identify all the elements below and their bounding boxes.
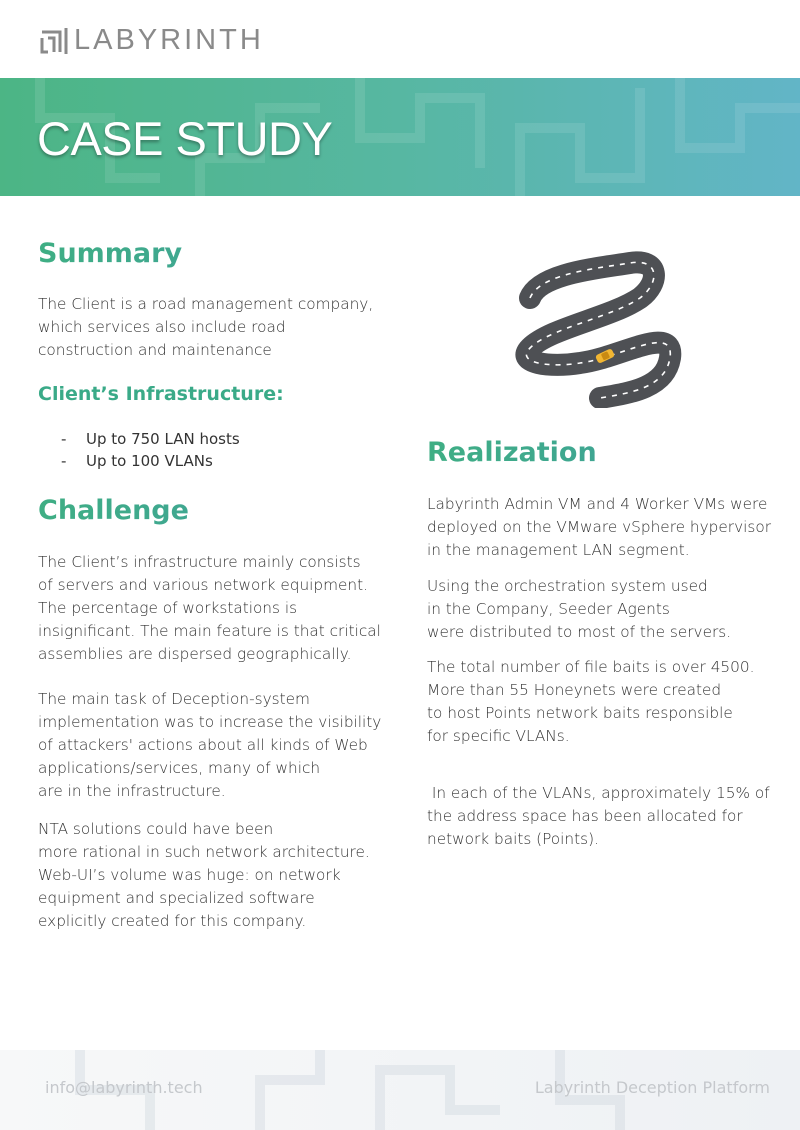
- summary-line: The Client is a road management company,: [38, 295, 374, 313]
- brand-logo: [40, 24, 264, 57]
- contact-email-link[interactable]: info@labyrinth.tech: [45, 1078, 203, 1097]
- summary-heading: Summary: [38, 238, 388, 269]
- challenge-paragraph-3: NTA solutions could have been more rational in such network architecture. Web-UI’s volume was huge: on network equipment and specialized software explicitly created for this company.: [38, 820, 370, 930]
- list-item: - Up to 750 LAN hosts: [61, 430, 240, 448]
- summary-line: construction and maintenance: [38, 341, 272, 359]
- page-title: CASE STUDY: [37, 112, 333, 165]
- list-item: - Up to 100 VLANs: [61, 452, 213, 470]
- challenge-paragraph-1: The Client’s infrastructure mainly consists of servers and various network equipment. The percentage of workstations is insignificant. The main feature is that critical assemblies are dispersed geographically.: [38, 553, 381, 663]
- title-banner: [0, 78, 800, 196]
- infrastructure-list: [38, 428, 388, 472]
- realization-paragraph-4: In each of the VLANs, approximately 15% of the address space has been allocated for network baits (Points).: [427, 784, 770, 848]
- realization-paragraph-2: Using the orchestration system used in the Company, Seeder Agents were distributed to most of the servers.: [427, 577, 732, 641]
- summary-line: which services also include road: [38, 318, 286, 336]
- challenge-heading: Challenge: [38, 495, 388, 526]
- labyrinth-maze-icon: [40, 26, 68, 56]
- infrastructure-heading: Client’s Infrastructure:: [38, 383, 284, 405]
- winding-road-with-car-icon: [510, 243, 690, 408]
- realization-paragraph-3: The total number of file baits is over 4500. More than 55 Honeynets were created to host Points network baits responsible for specific VLANs.: [427, 658, 755, 745]
- footer-platform-name: Labyrinth Deception Platform: [534, 1078, 770, 1097]
- page-footer: [0, 1050, 800, 1130]
- realization-heading: Realization: [427, 437, 772, 468]
- realization-paragraph-1: Labyrinth Admin VM and 4 Worker VMs were deployed on the VMware vSphere hypervisor in the management LAN segment.: [427, 495, 772, 559]
- challenge-paragraph-2: The main task of Deception-system implementation was to increase the visibility of attackers' actions about all kinds of Web applications/services, many of which are in the infrastructure.: [38, 690, 382, 800]
- summary-text: [38, 293, 388, 362]
- brand-name: LABYRINTH: [74, 24, 264, 56]
